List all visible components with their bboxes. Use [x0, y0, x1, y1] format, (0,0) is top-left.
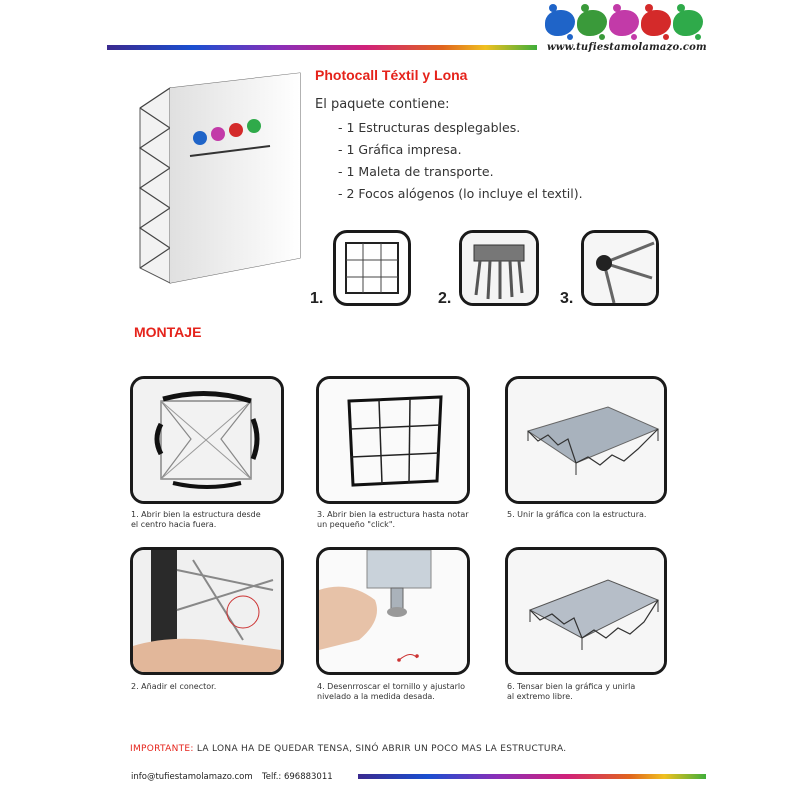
opening-structure-photo: [133, 379, 281, 501]
assembly-caption: [317, 510, 497, 530]
logo-splash-icons: [545, 10, 705, 36]
contents-image-structure: [333, 230, 411, 306]
assembly-image-step-4: [316, 547, 470, 675]
footer-rainbow-line: [358, 774, 706, 779]
assembly-caption: [507, 510, 677, 520]
assembly-image-step-5: [505, 376, 667, 504]
caption-line: 1. Abrir bien la estructura desde: [131, 510, 261, 519]
caption-line: 5. Unir la gráfica con la estructura.: [507, 510, 647, 519]
assembly-caption: [507, 682, 677, 702]
assembly-title: MONTAJE: [134, 324, 202, 340]
photocall-product-image: [130, 68, 305, 288]
screw-adjust-photo: [319, 550, 467, 672]
add-connector-photo: [133, 550, 281, 672]
package-intro: El paquete contiene:: [315, 97, 450, 112]
attach-graphic-photo: [508, 379, 664, 501]
assembly-image-step-1: [130, 376, 284, 504]
important-note: [130, 744, 730, 754]
brand-logo: [545, 10, 705, 53]
contents-image-connector: [581, 230, 659, 306]
expanded-grid-photo: [319, 379, 467, 501]
splash-icon: [609, 10, 639, 36]
assembly-caption: [317, 682, 497, 702]
package-item: - 1 Maleta de transporte.: [338, 164, 494, 179]
assembly-image-step-2: [130, 547, 284, 675]
logo-url-text: www.tufiestamolamazo.com: [547, 42, 707, 53]
assembly-caption: [131, 682, 291, 692]
tension-graphic-photo: [508, 550, 664, 672]
splash-icon: [641, 10, 671, 36]
caption-line: el centro hacia fuera.: [131, 520, 217, 529]
connector-joint-icon: [584, 233, 656, 303]
package-item: - 1 Gráfica impresa.: [338, 142, 462, 157]
contents-step-number: 2.: [438, 290, 452, 307]
caption-line: 3. Abrir bien la estructura hasta notar: [317, 510, 469, 519]
caption-line: 2. Añadir el conector.: [131, 682, 217, 691]
footer-email: info@tufiestamolamazo.com: [131, 772, 253, 782]
assembly-image-step-6: [505, 547, 667, 675]
package-item: - 1 Estructuras desplegables.: [338, 120, 521, 135]
contents-step-number: 1.: [310, 290, 324, 307]
assembly-caption: [131, 510, 291, 530]
caption-line: 4. Desenrroscar el tornillo y ajustarlo: [317, 682, 466, 691]
folded-structure-icon: [336, 233, 408, 303]
assembly-image-step-3: [316, 376, 470, 504]
important-text: LA LONA HA DE QUEDAR TENSA, SINÓ ABRIR UN POCO MAS LA ESTRUCTURA.: [193, 744, 567, 754]
package-item: - 2 Focos alógenos (lo incluye el textil).: [338, 186, 583, 201]
folded-frame-bundle-icon: [462, 233, 536, 303]
splash-icon: [673, 10, 703, 36]
important-label: IMPORTANTE:: [130, 744, 194, 754]
caption-line: nivelado a la medida desada.: [317, 692, 435, 701]
contents-image-bundle: [459, 230, 539, 306]
contents-step-number: 3.: [560, 290, 574, 307]
splash-icon: [577, 10, 607, 36]
popup-wall-drawing: [130, 68, 305, 288]
caption-line: al extremo libre.: [507, 692, 573, 701]
splash-icon: [545, 10, 575, 36]
footer-phone: Telf.: 696883011: [262, 772, 333, 782]
header-rainbow-line: [107, 45, 537, 50]
caption-line: un pequeño "click".: [317, 520, 396, 529]
page-title: Photocall Téxtil y Lona: [315, 67, 468, 83]
caption-line: 6. Tensar bien la gráfica y unirla: [507, 682, 636, 691]
